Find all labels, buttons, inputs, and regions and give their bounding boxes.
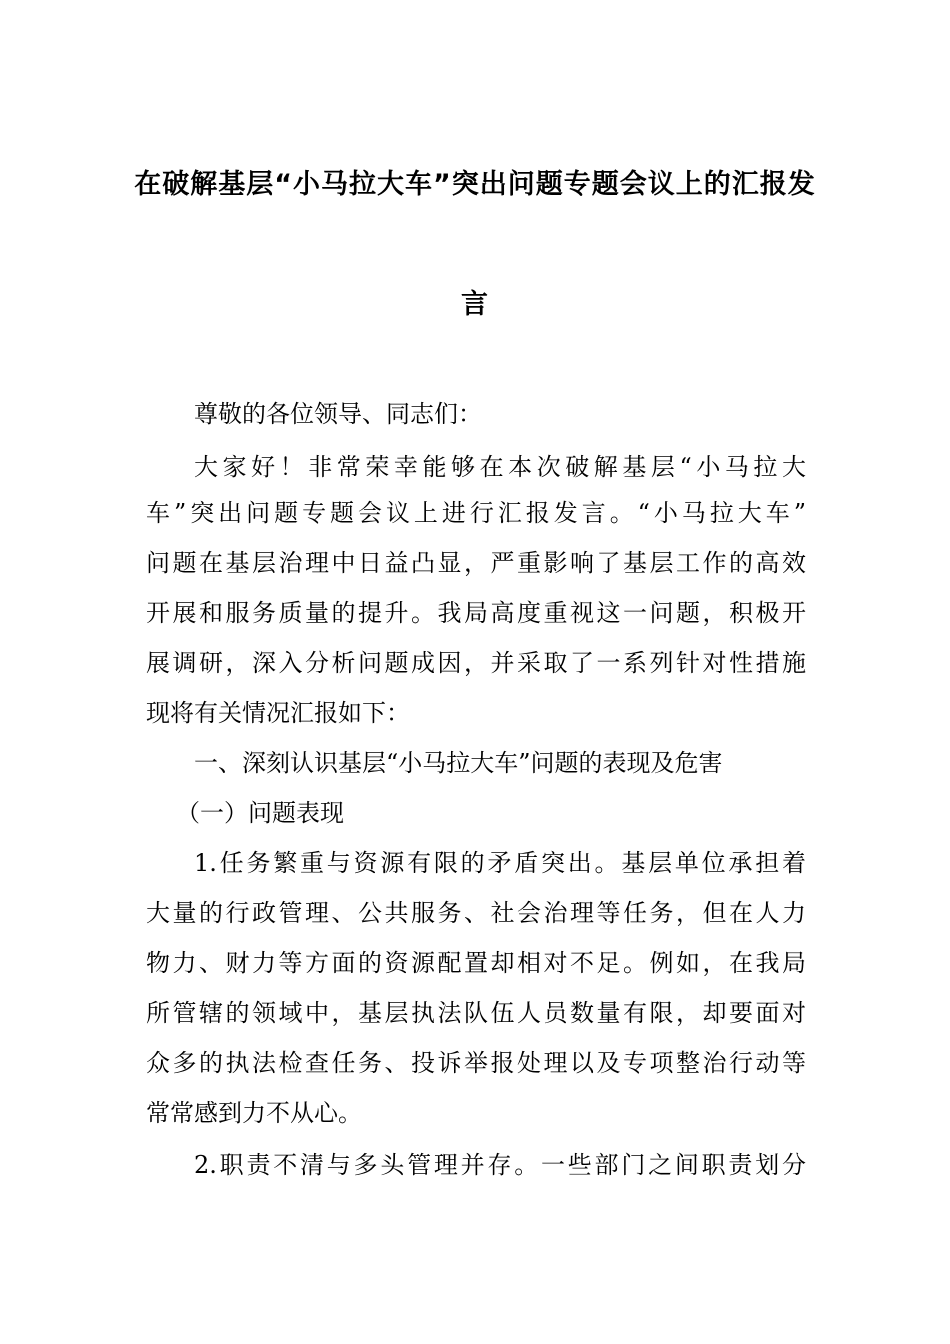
paragraph-line: 开展和服务质量的提升。我局高度重视这一问题，积极开 bbox=[146, 599, 806, 627]
document-title-line-2: 言 bbox=[461, 289, 489, 320]
paragraph-line: 大量的行政管理、公共服务、社会治理等任务，但在人力 bbox=[146, 899, 806, 927]
subsection-heading: （一）问题表现 bbox=[176, 799, 344, 827]
salutation: 尊敬的各位领导、同志们： bbox=[194, 400, 482, 428]
paragraph-line: 车”突出问题专题会议上进行汇报发言。“小马拉大车” bbox=[146, 499, 806, 527]
paragraph-line: 现将有关情况汇报如下： bbox=[146, 699, 410, 727]
paragraph-line: 众多的执法检查任务、投诉举报处理以及专项整治行动等 bbox=[146, 1049, 806, 1077]
paragraph-line: 物力、财力等方面的资源配置却相对不足。例如，在我局 bbox=[146, 949, 806, 977]
paragraph-line: 展调研，深入分析问题成因，并采取了一系列针对性措施 bbox=[146, 649, 806, 677]
paragraph-line: 2.职责不清与多头管理并存。一些部门之间职责划分 bbox=[194, 1151, 806, 1179]
document-title-line-1: 在破解基层“小马拉大车”突出问题专题会议上的汇报发 bbox=[134, 169, 816, 200]
paragraph-line: 大家好！非常荣幸能够在本次破解基层“小马拉大 bbox=[194, 453, 806, 481]
paragraph-line: 问题在基层治理中日益凸显，严重影响了基层工作的高效 bbox=[146, 549, 806, 577]
paragraph-line: 常常感到力不从心。 bbox=[146, 1099, 362, 1127]
paragraph-line: 1.任务繁重与资源有限的矛盾突出。基层单位承担着 bbox=[194, 849, 806, 877]
paragraph-line: 所管辖的领域中，基层执法队伍人员数量有限，却要面对 bbox=[146, 999, 806, 1027]
section-heading: 一、深刻认识基层“小马拉大车”问题的表现及危害 bbox=[194, 749, 723, 777]
